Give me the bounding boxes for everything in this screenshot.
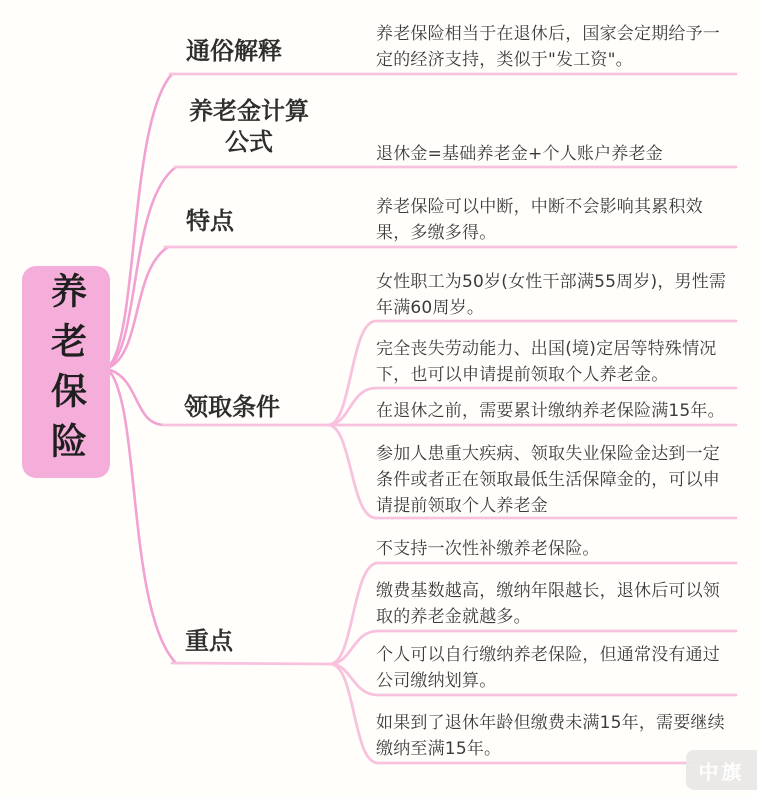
branch-label-claim-conditions[interactable]: 领取条件	[184, 393, 280, 421]
branch-label-calc-formula[interactable]: 养老金计算公式	[189, 97, 309, 156]
root-topic[interactable]: 养老保险	[22, 266, 110, 478]
watermark-badge: 中旗	[686, 750, 757, 790]
leaf-no-lump-sum[interactable]: 不支持一次性补缴养老保险。	[376, 539, 600, 559]
leaf-continue-paying[interactable]: 如果到了退休年龄但缴费未满15年，需要继续缴纳至满15年。	[376, 713, 725, 759]
branch-label-common-explanation[interactable]: 通俗解释	[186, 37, 282, 65]
branch-label-key-points[interactable]: 重点	[185, 627, 233, 655]
leaf-pension-formula[interactable]: 退休金=基础养老金+个人账户养老金	[376, 144, 663, 164]
leaf-15-years-requirement[interactable]: 在退休之前，需要累计缴纳养老保险满15年。	[376, 401, 725, 421]
leaf-interruption-feature[interactable]: 养老保险可以中断，中断不会影响其累积效果，多缴多得。	[376, 197, 703, 243]
leaf-common-explanation[interactable]: 养老保险相当于在退休后，国家会定期给予一定的经济支持，类似于"发工资"。	[376, 24, 720, 70]
leaf-higher-base-more-pension[interactable]: 缴费基数越高，缴纳年限越长，退休后可以领取的养老金就越多。	[376, 581, 720, 627]
branch-label-features[interactable]: 特点	[186, 207, 234, 235]
leaf-self-pay-vs-company[interactable]: 个人可以自行缴纳养老保险，但通常没有通过公司缴纳划算。	[376, 645, 720, 691]
root-branch-connectors	[110, 74, 176, 662]
leaf-retirement-age[interactable]: 女性职工为50岁(女性干部满55周岁)，男性需年满60周岁。	[376, 272, 727, 318]
leaf-special-early-claim[interactable]: 完全丧失劳动能力、出国(境)定居等特殊情况下，也可以申请提前领取个人养老金。	[376, 339, 717, 385]
leaf-illness-early-claim[interactable]: 参加人患重大疾病、领取失业保险金达到一定条件或者正在领取最低生活保障金的，可以申请提前领取个人养老金	[376, 444, 720, 516]
